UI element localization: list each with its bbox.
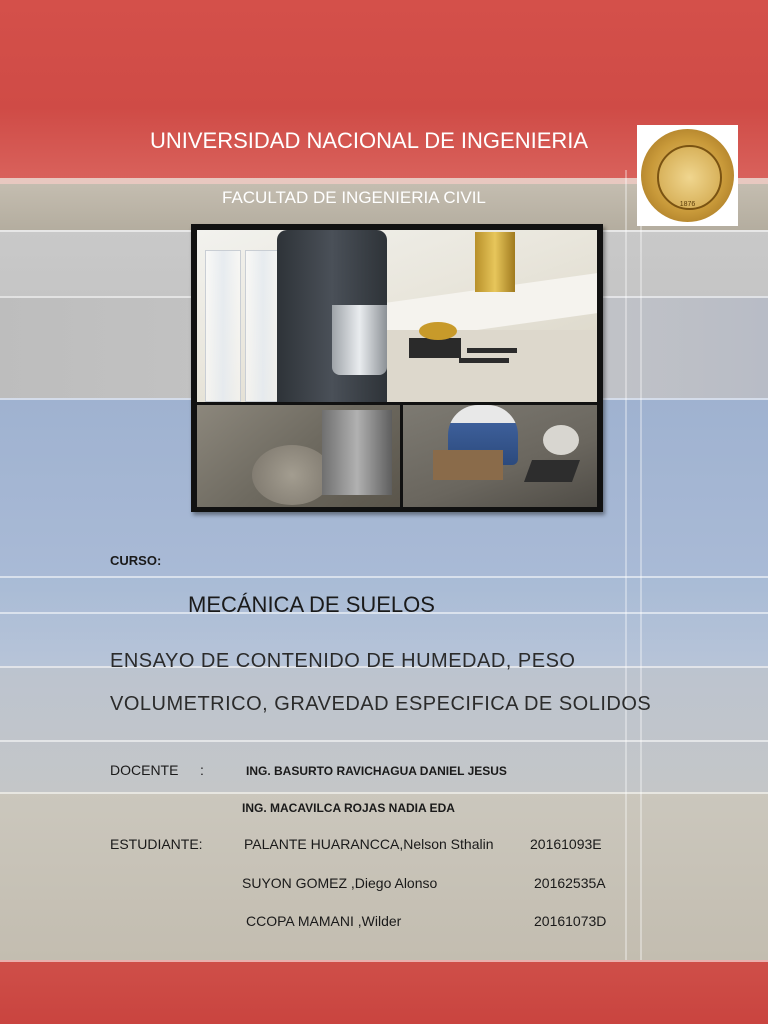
band-divider — [0, 740, 768, 742]
vertical-accent-line — [625, 170, 627, 960]
estudiante-label: ESTUDIANTE: — [110, 836, 203, 852]
student-code: 20161073D — [534, 913, 607, 929]
footer-band — [0, 960, 768, 1024]
university-title: UNIVERSIDAD NACIONAL DE INGENIERIA — [150, 128, 589, 153]
student-code: 20162535A — [534, 875, 606, 891]
professor-name: ING. MACAVILCA ROJAS NADIA EDA — [242, 801, 455, 815]
sieve-stack — [475, 232, 515, 292]
band-divider — [0, 792, 768, 794]
test-tray — [524, 460, 580, 482]
balance-pan — [419, 322, 457, 340]
docente-label: DOCENTE — [110, 762, 179, 778]
lab-tool — [467, 348, 517, 353]
lab-tool — [459, 358, 509, 363]
seal-ring — [641, 129, 734, 222]
mixer-cup — [332, 305, 387, 375]
graduated-cylinder — [245, 250, 281, 402]
university-seal-logo — [637, 125, 738, 226]
graduated-cylinder — [205, 250, 241, 402]
lab-photo-field-test — [403, 405, 597, 507]
lab-photo-equipment — [197, 230, 597, 402]
docente-colon: : — [200, 762, 204, 778]
course-name: MECÁNICA DE SUELOS — [188, 592, 435, 617]
seal-year: 1876 — [679, 201, 696, 208]
balance-base — [409, 338, 461, 358]
sample-box — [433, 450, 503, 480]
lab-photo-collage — [191, 224, 603, 512]
student-name: SUYON GOMEZ ,Diego Alonso — [242, 875, 438, 891]
band-divider — [0, 960, 768, 962]
student-name: PALANTE HUARANCCA,Nelson Sthalin — [244, 836, 494, 852]
metal-bucket — [322, 410, 392, 495]
safety-helmet — [543, 425, 579, 455]
report-title-line-2: VOLUMETRICO, GRAVEDAD ESPECIFICA DE SOLIDOS — [110, 693, 652, 715]
professor-name: ING. BASURTO RAVICHAGUA DANIEL JESUS — [246, 764, 507, 778]
vertical-accent-line — [640, 170, 642, 960]
course-label: CURSO: — [110, 553, 162, 568]
student-code: 20161093E — [530, 836, 602, 852]
faculty-title: FACULTAD DE INGENIERIA CIVIL — [222, 188, 486, 207]
concrete-mound — [252, 445, 332, 505]
lab-photo-concrete — [197, 405, 400, 507]
report-title-line-1: ENSAYO DE CONTENIDO DE HUMEDAD, PESO — [110, 650, 576, 672]
student-name: CCOPA MAMANI ,Wilder — [246, 913, 402, 929]
band-divider — [0, 576, 768, 578]
